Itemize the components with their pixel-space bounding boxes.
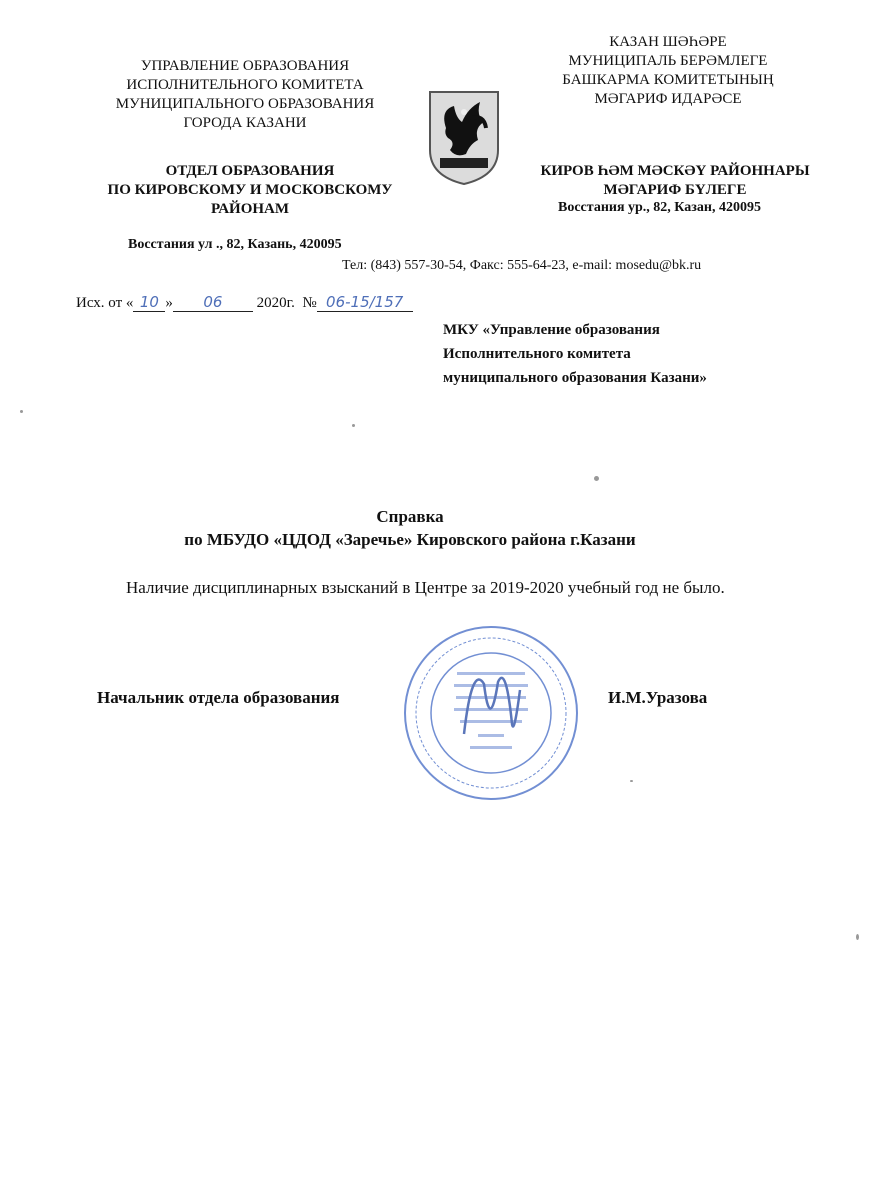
- outgoing-close-quote: »: [165, 295, 173, 311]
- contacts-line: Тел: (843) 557-30-54, Факс: 555-64-23, e-mail: mosedu@bk.ru: [342, 258, 702, 273]
- header-left-line4: ГОРОДА КАЗАНИ: [183, 115, 307, 131]
- kazan-coat-of-arms: [426, 88, 502, 186]
- header-left-dept3: РАЙОНАМ: [210, 201, 290, 217]
- header-left-line2: ИСПОЛНИТЕЛЬНОГО КОМИТЕТА: [126, 77, 364, 93]
- outgoing-number: 06-15/157: [317, 294, 413, 312]
- scan-speck: [20, 410, 23, 413]
- official-stamp: [402, 624, 580, 802]
- outgoing-month: 06: [173, 294, 253, 312]
- header-left-dept1: ОТДЕЛ ОБРАЗОВАНИЯ: [165, 163, 335, 179]
- document-title: Справка: [376, 507, 444, 526]
- outgoing-number-label: №: [302, 295, 317, 311]
- header-right-line4: МӘГАРИФ ИДАРӘСЕ: [594, 91, 742, 107]
- header-right-org: [518, 33, 818, 109]
- header-left-line1: УПРАВЛЕНИЕ ОБРАЗОВАНИЯ: [140, 58, 350, 74]
- outgoing-open-quote: «: [125, 295, 134, 311]
- header-left-line3: МУНИЦИПАЛЬНОГО ОБРАЗОВАНИЯ: [115, 96, 375, 112]
- header-right-dept1: КИРОВ ҺӘМ МӘСКӘҮ РАЙОННАРЫ: [540, 163, 810, 179]
- header-right-address: Восстания ур., 82, Казан, 420095: [558, 200, 761, 215]
- header-left-dept2: ПО КИРОВСКОМУ И МОСКОВСКОМУ: [107, 182, 393, 198]
- document-title-block: [100, 505, 720, 551]
- header-right-line3: БАШКАРМА КОМИТЕТЫНЫҢ: [562, 72, 774, 88]
- header-left-org: [95, 57, 395, 133]
- recipient-line2: Исполнительного комитета: [443, 346, 631, 362]
- signature-name: И.М.Уразова: [608, 688, 708, 707]
- recipient-line3: муниципального образования Казани»: [443, 370, 707, 386]
- body-paragraph: Наличие дисциплинарных взысканий в Центре за 2019-2020 учебный год не было.: [126, 578, 725, 597]
- recipient-line1: МКУ «Управление образования: [443, 322, 660, 338]
- header-left-dept: [85, 162, 415, 219]
- scan-speck: [630, 780, 633, 782]
- outgoing-prefix: Исх. от: [76, 295, 123, 311]
- header-right-dept2: МӘГАРИФ БҮЛЕГЕ: [603, 182, 747, 198]
- header-right-line1: КАЗАН ШӘҺӘРЕ: [609, 34, 727, 50]
- scan-speck: [856, 934, 859, 940]
- outgoing-day: 10: [133, 294, 165, 312]
- scan-speck: [594, 476, 599, 481]
- header-right-line2: МУНИЦИПАЛЬ БЕРӘМЛЕГЕ: [568, 53, 768, 69]
- scan-speck: [352, 424, 355, 427]
- recipient-block: [443, 318, 707, 390]
- header-left-address: Восстания ул ., 82, Казань, 420095: [128, 237, 342, 252]
- outgoing-line: [76, 294, 413, 312]
- signature-position: Начальник отдела образования: [97, 688, 340, 707]
- header-right-dept: [520, 162, 830, 200]
- document-subtitle: по МБУДО «ЦДОД «Заречье» Кировского района г.Казани: [184, 530, 636, 549]
- outgoing-year: 2020г.: [256, 295, 295, 311]
